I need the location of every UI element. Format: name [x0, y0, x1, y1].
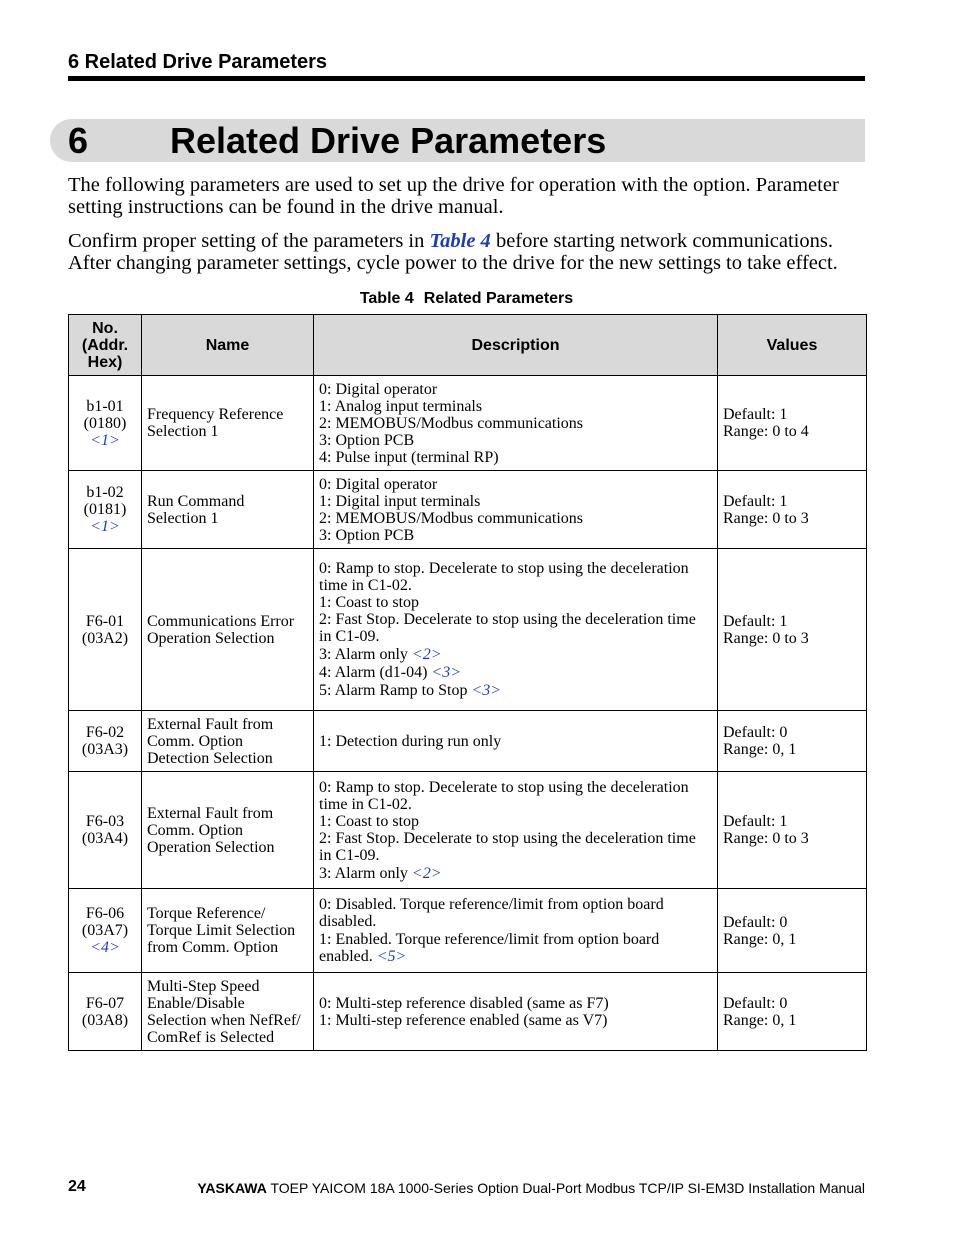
param-name-cell [142, 889, 314, 973]
param-description-cell [314, 471, 718, 549]
description-line [319, 682, 712, 699]
description-line [319, 432, 712, 449]
header-no-line: Hex) [87, 353, 123, 371]
param-name-line: Operation Selection [147, 629, 275, 647]
description-text: 1: Coast to stop [319, 594, 420, 611]
header-no-line: (Addr. [81, 336, 129, 354]
confirm-text-after: before starting network communications. After changing parameter settings, cycle power to the drive for the new settings to take effect. [68, 230, 838, 274]
table-row [69, 772, 867, 889]
table-caption [68, 290, 865, 308]
param-number-cell [69, 549, 142, 711]
description-text: 1: Analog input terminals [319, 397, 483, 415]
description-line [319, 995, 712, 1012]
param-note-ref[interactable]: <4> [90, 939, 120, 956]
column-header-no [69, 315, 142, 376]
description-text: 1: Detection during run only [319, 732, 502, 750]
footer-brand: YASKAWA [197, 1180, 267, 1196]
description-note-ref[interactable]: <5> [376, 948, 407, 965]
description-note-ref[interactable]: <3> [431, 664, 462, 681]
description-line [319, 611, 712, 645]
description-text: 2: MEMOBUS/Modbus communications [319, 414, 584, 432]
default-value: Default: 0 [723, 913, 788, 931]
value-range: Range: 0, 1 [723, 741, 797, 758]
footer-manual-title: TOEP YAICOM 18A 1000-Series Option Dual-Port Modbus TCP/IP SI-EM3D Installation Manual [266, 1180, 865, 1196]
description-line [319, 646, 712, 663]
param-name-cell [142, 376, 314, 471]
param-name-cell [142, 711, 314, 772]
description-line [319, 510, 712, 527]
param-name-line: Multi-Step Speed [147, 977, 260, 995]
param-address: (03A7) [81, 922, 129, 939]
default-value: Default: 1 [723, 612, 788, 630]
description-line [319, 398, 712, 415]
description-line [319, 813, 712, 830]
value-range: Range: 0 to 3 [723, 830, 809, 847]
description-text: 1: Coast to stop [319, 812, 420, 830]
param-name-line: ComRef is Selected [147, 1028, 275, 1046]
description-text: 0: Ramp to stop. Decelerate to stop using the deceleration time in C1-02. [319, 778, 689, 813]
table-row [69, 376, 867, 471]
related-parameters-table [68, 314, 867, 1051]
description-line [319, 381, 712, 398]
header-rule [68, 76, 865, 81]
param-address: (03A2) [81, 629, 129, 647]
description-text: 2: Fast Stop. Decelerate to stop using the deceleration time in C1-09. [319, 829, 696, 864]
default-value: Default: 1 [723, 492, 788, 510]
section-number: 6 [68, 120, 89, 161]
description-line [319, 449, 712, 466]
description-text: 3: Option PCB [319, 526, 415, 544]
description-text: 4: Pulse input (terminal RP) [319, 448, 499, 466]
param-values-cell [718, 889, 867, 973]
description-text: 5: Alarm Ramp to Stop [319, 682, 472, 699]
param-number: b1-01 [86, 397, 124, 415]
column-header-values: Values [718, 315, 867, 376]
param-values-cell [718, 549, 867, 711]
description-line [319, 931, 712, 965]
param-name-cell [142, 973, 314, 1051]
table-header-row [69, 315, 867, 376]
description-note-ref[interactable]: <2> [411, 864, 442, 882]
param-name-line: Torque Reference/ [147, 905, 266, 922]
param-name-line: Detection Selection [147, 749, 273, 767]
param-name-line: Comm. Option [147, 821, 244, 839]
param-name-cell [142, 549, 314, 711]
table-row [69, 711, 867, 772]
param-description-cell [314, 549, 718, 711]
description-line [319, 779, 712, 813]
param-name-line: Selection when NefRef/ [147, 1011, 301, 1029]
confirm-paragraph [68, 230, 868, 274]
description-line [319, 527, 712, 544]
description-line [319, 476, 712, 493]
description-line [319, 415, 712, 432]
param-values-cell [718, 973, 867, 1051]
value-range: Range: 0 to 4 [723, 423, 809, 440]
description-text: 1: Multi-step reference enabled (same as V7) [319, 1011, 608, 1029]
value-range: Range: 0 to 3 [723, 509, 809, 527]
param-description-cell [314, 973, 718, 1051]
default-value: Default: 1 [723, 406, 788, 423]
value-range: Range: 0, 1 [723, 1011, 797, 1029]
running-head: 6 Related Drive Parameters [68, 51, 328, 73]
description-text: 3: Alarm only [319, 864, 412, 882]
description-text: 0: Digital operator [319, 475, 438, 493]
param-name-line: Frequency Reference [147, 406, 284, 423]
param-description-cell [314, 889, 718, 973]
default-value: Default: 0 [723, 994, 788, 1012]
description-line [319, 560, 712, 594]
param-number: b1-02 [86, 484, 124, 501]
table-row [69, 549, 867, 711]
description-text: 3: Alarm only [319, 646, 412, 663]
description-line [319, 830, 712, 864]
param-number: F6-03 [85, 813, 125, 830]
param-number: F6-02 [85, 724, 125, 741]
table-4-link[interactable]: Table 4 [429, 230, 491, 252]
param-address: (0181) [83, 501, 127, 518]
param-name-line: Enable/Disable [147, 994, 245, 1012]
param-name-cell [142, 471, 314, 549]
header-no-line: No. [92, 319, 118, 337]
param-values-cell [718, 772, 867, 889]
description-note-ref[interactable]: <2> [411, 646, 442, 663]
param-values-cell [718, 711, 867, 772]
description-line [319, 733, 712, 750]
param-address: (0180) [83, 414, 127, 432]
description-text: 0: Digital operator [319, 380, 438, 398]
value-range: Range: 0, 1 [723, 930, 797, 948]
table-caption-title: Related Parameters [423, 290, 574, 307]
default-value: Default: 1 [723, 813, 788, 830]
param-number: F6-06 [85, 905, 125, 922]
param-number-cell [69, 772, 142, 889]
confirm-text-before: Confirm proper setting of the parameters in [68, 230, 430, 252]
param-name-line: Run Command [147, 492, 245, 510]
param-address: (03A4) [81, 830, 129, 847]
param-number: F6-07 [85, 994, 125, 1012]
table-row [69, 973, 867, 1051]
param-name-line: Torque Limit Selection [147, 922, 296, 939]
description-text: 0: Disabled. Torque reference/limit from option board disabled. [319, 896, 664, 930]
param-address: (03A8) [81, 1011, 129, 1029]
table-row [69, 889, 867, 973]
table-row [69, 471, 867, 549]
value-range: Range: 0 to 3 [723, 629, 809, 647]
param-number-cell [69, 889, 142, 973]
param-name-line: External Fault from [147, 804, 274, 822]
description-line [319, 896, 712, 930]
description-text: 1: Enabled. Torque reference/limit from option board enabled. [319, 931, 660, 965]
intro-paragraph: The following parameters are used to set up the drive for operation with the option. Parameter setting instructions can be found in the drive manual. [68, 174, 839, 218]
description-line [319, 1012, 712, 1029]
description-text: 4: Alarm (d1-04) [319, 664, 432, 681]
param-name-line: Comm. Option [147, 732, 244, 750]
param-values-cell [718, 376, 867, 471]
param-note-ref[interactable]: <1> [90, 518, 120, 535]
description-text: 0: Ramp to stop. Decelerate to stop using the deceleration time in C1-02. [319, 560, 689, 594]
param-note-ref[interactable]: <1> [90, 431, 120, 449]
param-address: (03A3) [81, 741, 129, 758]
footer-title [197, 1180, 865, 1196]
description-text: 2: Fast Stop. Decelerate to stop using the deceleration time in C1-09. [319, 611, 696, 645]
param-name-line: Communications Error [147, 612, 295, 630]
default-value: Default: 0 [723, 724, 788, 741]
column-header-name: Name [142, 315, 314, 376]
description-line [319, 493, 712, 510]
description-text: 1: Digital input terminals [319, 492, 481, 510]
column-header-description: Description [314, 315, 718, 376]
table-caption-number: Table 4 [359, 290, 414, 307]
param-values-cell [718, 471, 867, 549]
page-number: 24 [68, 1178, 86, 1195]
param-name-cell [142, 772, 314, 889]
param-name-line: Operation Selection [147, 838, 275, 856]
param-number-cell [69, 711, 142, 772]
param-description-cell [314, 711, 718, 772]
param-number: F6-01 [85, 612, 125, 630]
description-note-ref[interactable]: <3> [471, 682, 502, 699]
param-number-cell [69, 973, 142, 1051]
description-line [319, 664, 712, 681]
param-number-cell [69, 471, 142, 549]
param-number-cell [69, 376, 142, 471]
param-description-cell [314, 772, 718, 889]
param-name-line: Selection 1 [147, 509, 219, 527]
param-name-line: Selection 1 [147, 423, 219, 440]
param-name-line: External Fault from [147, 715, 274, 733]
param-name-line: from Comm. Option [147, 939, 279, 956]
section-title: Related Drive Parameters [170, 120, 607, 161]
description-text: 2: MEMOBUS/Modbus communications [319, 509, 584, 527]
description-text: 0: Multi-step reference disabled (same as F7) [319, 994, 609, 1012]
description-line [319, 594, 712, 611]
description-line [319, 865, 712, 882]
description-text: 3: Option PCB [319, 431, 415, 449]
param-description-cell [314, 376, 718, 471]
